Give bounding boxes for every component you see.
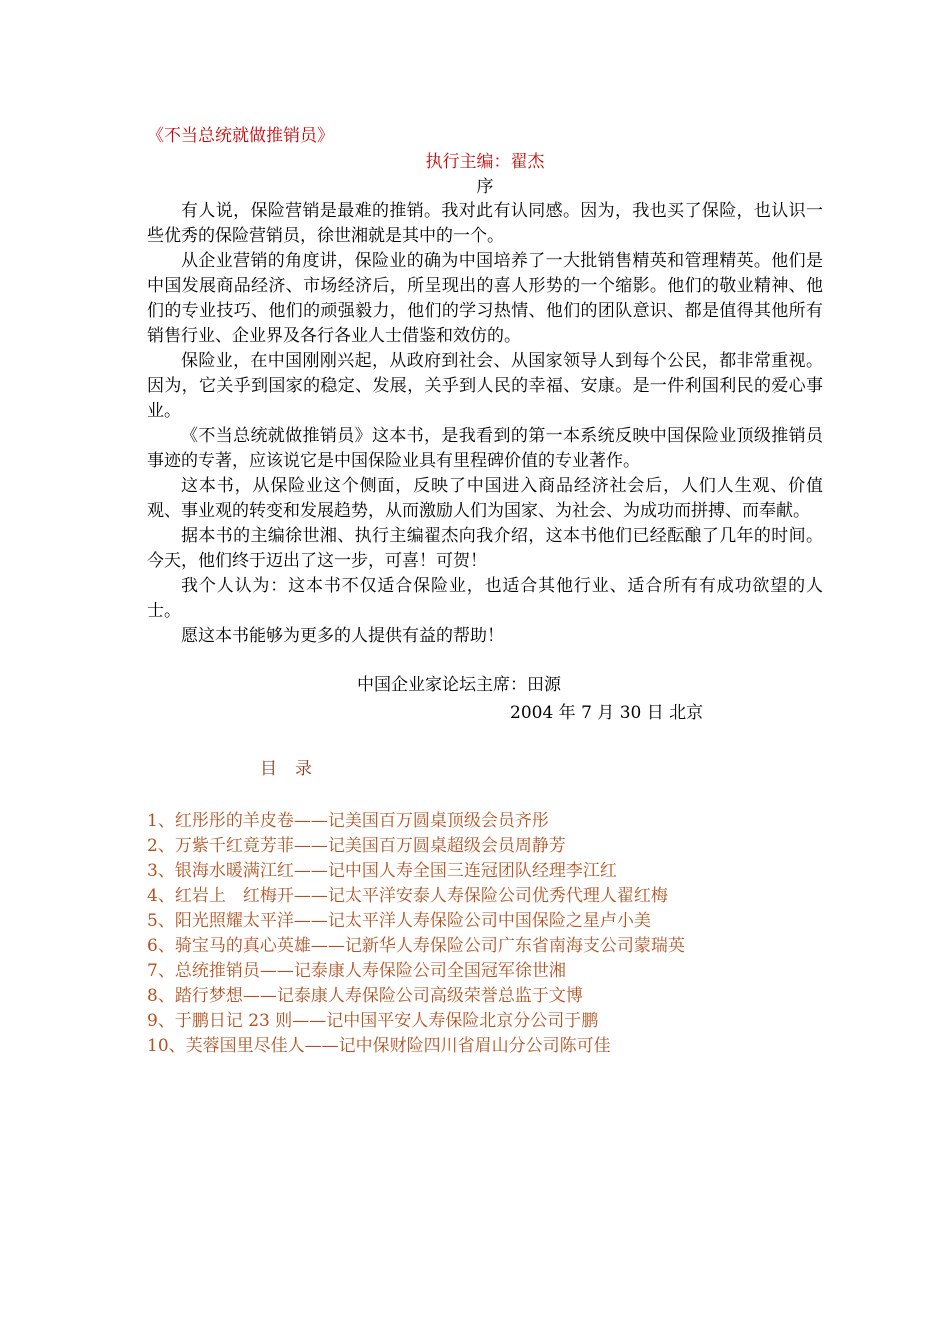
preface-paragraph: 有人说，保险营销是最难的推销。我对此有认同感。因为，我也买了保险，也认识一些优秀的保险营销员，徐世湘就是其中的一个。 [147, 201, 823, 246]
sign-date: 2004 年 7 月 30 日 北京 [510, 703, 704, 723]
preface-paragraph: 《不当总统就做推销员》这本书，是我看到的第一本系统反映中国保险业顶级推销员事迹的专著，应该说它是中国保险业具有里程碑价值的专业著作。 [147, 426, 823, 471]
preface-heading: 序 [476, 177, 494, 197]
toc-item[interactable]: 9、于鹏日记 23 则——记中国平安人寿保险北京分公司于鹏 [147, 1011, 599, 1031]
signature-block [147, 671, 823, 727]
preface-paragraph: 愿这本书能够为更多的人提供有益的帮助！ [181, 626, 504, 646]
preface-paragraph: 我个人认为：这本书不仅适合保险业，也适合其他行业、适合所有有成功欲望的人士。 [147, 576, 823, 621]
signer: 中国企业家论坛主席：田源 [357, 675, 561, 695]
toc-item[interactable]: 7、总统推销员——记泰康人寿保险公司全国冠军徐世湘 [147, 961, 566, 981]
toc-heading: 目录 [260, 759, 330, 779]
preface-paragraph: 据本书的主编徐世湘、执行主编翟杰向我介绍，这本书他们已经酝酿了几年的时间。今天，他们终于迈出了这一步，可喜！可贺！ [147, 526, 823, 571]
toc-item[interactable]: 1、红彤彤的羊皮卷——记美国百万圆桌顶级会员齐彤 [147, 811, 549, 831]
toc-item[interactable]: 6、骑宝马的真心英雄——记新华人寿保险公司广东省南海支公司蒙瑞英 [147, 936, 685, 956]
toc-item[interactable]: 8、踏行梦想——记泰康人寿保险公司高级荣誉总监于文博 [147, 986, 583, 1006]
toc-item[interactable]: 10、芙蓉国里尽佳人——记中保财险四川省眉山分公司陈可佳 [147, 1036, 611, 1056]
preface-body [147, 199, 823, 649]
toc-item[interactable]: 5、阳光照耀太平洋——记太平洋人寿保险公司中国保险之星卢小美 [147, 911, 651, 931]
toc-item[interactable]: 3、银海水暖满江红——记中国人寿全国三连冠团队经理李江红 [147, 861, 617, 881]
executive-editor: 执行主编：翟杰 [425, 152, 545, 172]
toc-item[interactable]: 2、万紫千红竟芳菲——记美国百万圆桌超级会员周静芳 [147, 836, 566, 856]
book-title: 《不当总统就做推销员》 [147, 126, 334, 146]
preface-paragraph: 保险业，在中国刚刚兴起，从政府到社会、从国家领导人到每个公民，都非常重视。因为，它关乎到国家的稳定、发展，关乎到人民的幸福、安康。是一件利国利民的爱心事业。 [147, 351, 823, 421]
toc-item[interactable]: 4、红岩上 红梅开——记太平洋安泰人寿保险公司优秀代理人翟红梅 [147, 886, 668, 906]
preface-paragraph: 这本书，从保险业这个侧面，反映了中国进入商品经济社会后，人们人生观、价值观、事业观的转变和发展趋势，从而激励人们为国家、为社会、为成功而拼搏、而奉献。 [147, 476, 823, 521]
preface-paragraph: 从企业营销的角度讲，保险业的确为中国培养了一大批销售精英和管理精英。他们是中国发展商品经济、市场经济后，所呈现出的喜人形势的一个缩影。他们的敬业精神、他们的专业技巧、他们的顽强毅力，他们的学习热情、他们的团队意识、都是值得其他所有销售行业、企业界及各行各业人士借鉴和效仿的。 [147, 251, 823, 346]
table-of-contents [147, 809, 823, 1059]
document-page [147, 122, 823, 1059]
